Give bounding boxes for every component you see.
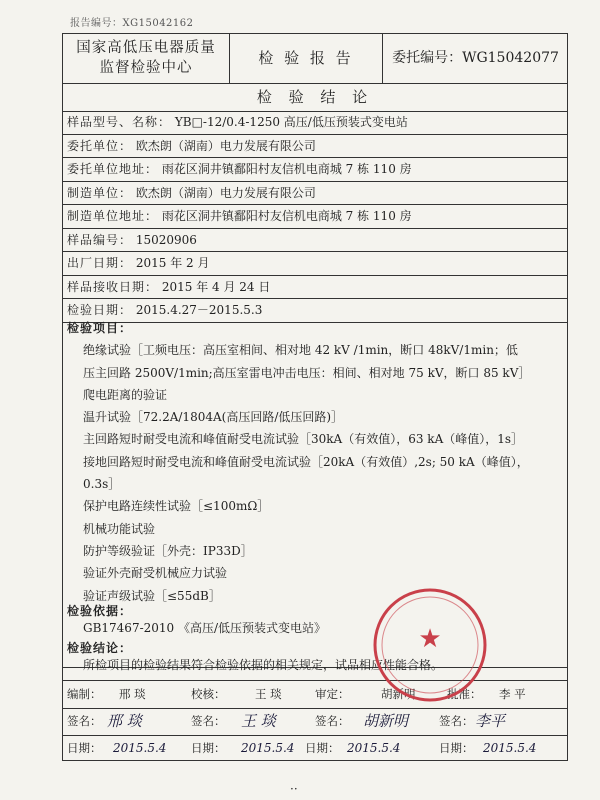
date-2: 2015.5.4 bbox=[241, 741, 295, 755]
field-label: 样品接收日期： bbox=[67, 279, 159, 294]
field-value: 欧杰朗（湖南）电力发展有限公司 bbox=[135, 185, 316, 200]
field-row bbox=[63, 276, 567, 300]
field-row bbox=[63, 111, 567, 135]
field-label: 委托单位： bbox=[67, 138, 133, 153]
test-item: 机械功能试验 bbox=[83, 521, 156, 536]
sign-label-1: 签名： bbox=[67, 714, 102, 728]
org-name bbox=[63, 34, 230, 83]
field-value: 雨花区洞井镇鄱阳村友信机电商城 7 栋 110 房 bbox=[161, 209, 412, 223]
org-name-line1: 国家高低压电器质量 bbox=[76, 40, 216, 56]
test-item: 接地回路短时耐受电流和峰值耐受电流试验［20kA（有效值）,2s; 50 kA（峰值）， bbox=[83, 454, 529, 469]
section-title: 检 验 结 论 bbox=[63, 83, 567, 112]
compiled-label: 编制： bbox=[67, 687, 102, 701]
date-3: 2015.5.4 bbox=[347, 741, 401, 755]
signature-2: 王 琰 bbox=[241, 712, 276, 730]
entrust-label: 委托编号： bbox=[392, 50, 463, 66]
test-item: 0.3s］ bbox=[83, 477, 121, 492]
conclusion-title: 检验结论： bbox=[67, 641, 133, 655]
test-item: 验证声级试验［≤55dB］ bbox=[83, 588, 221, 603]
doc-type: 检 验 报 告 bbox=[230, 34, 383, 83]
sign-label-4: 签名： bbox=[439, 714, 474, 728]
field-row bbox=[63, 182, 567, 206]
test-item: 压主回路 2500V/1min;高压室雷电冲击电压：相间、相对地 75 kV，断口 85 kV］ bbox=[83, 365, 531, 380]
date-label-2: 日期： bbox=[191, 741, 226, 755]
field-value: 2015 年 2 月 bbox=[135, 256, 210, 270]
field-row bbox=[63, 158, 567, 182]
test-item: 验证外壳耐受机械应力试验 bbox=[83, 566, 228, 581]
test-item: 温升试验［72.2A/1804A(高压回路/低压回路)］ bbox=[83, 410, 344, 425]
test-item: 爬电距离的验证 bbox=[83, 387, 168, 402]
items-title: 检验项目： bbox=[67, 321, 133, 335]
report-number-top: 报告编号：XG15042162 bbox=[70, 18, 194, 29]
field-value: 欧杰朗（湖南）电力发展有限公司 bbox=[135, 138, 316, 153]
seal-star: ★ bbox=[418, 624, 442, 654]
report-header bbox=[63, 34, 567, 84]
field-value: YB□-12/0.4-1250 高压/低压预装式变电站 bbox=[174, 115, 408, 129]
field-label: 样品编号： bbox=[67, 232, 133, 247]
test-item: 绝缘试验［工频电压：高压室相间、相对地 42 kV /1min，断口 48kV/1min；低 bbox=[83, 343, 518, 358]
basis-text: GB17467-2010 《高压/低压预装式变电站》 bbox=[83, 620, 327, 635]
field-label: 样品型号、名称： bbox=[67, 115, 172, 129]
field-label: 检验日期： bbox=[67, 303, 133, 317]
field-row bbox=[63, 252, 567, 276]
info-fields bbox=[63, 111, 567, 323]
field-value: 15020906 bbox=[135, 232, 197, 247]
test-item: 保护电路连续性试验［≤100mΩ］ bbox=[83, 499, 270, 514]
reviewed-name: 胡新明 bbox=[381, 687, 416, 701]
footer-mark: ·· bbox=[290, 782, 298, 796]
field-label: 制造单位： bbox=[67, 185, 133, 200]
signature-row bbox=[63, 708, 567, 736]
signature-4: 李平 bbox=[475, 712, 506, 730]
signature-1: 邢 琰 bbox=[107, 712, 142, 730]
compiled-name: 邢 琰 bbox=[119, 687, 146, 701]
checked-label: 校核： bbox=[191, 687, 226, 701]
test-item: 防护等级验证［外壳：IP33D］ bbox=[83, 543, 253, 558]
entrust-number bbox=[382, 34, 569, 83]
date-label-4: 日期： bbox=[439, 741, 474, 755]
field-label: 出厂日期： bbox=[67, 256, 133, 270]
signoff-roles-row bbox=[63, 681, 567, 709]
field-label: 委托单位地址： bbox=[67, 162, 159, 176]
date-4: 2015.5.4 bbox=[483, 741, 537, 755]
field-row bbox=[63, 205, 567, 229]
date-1: 2015.5.4 bbox=[113, 741, 167, 755]
field-value: 2015 年 4 月 24 日 bbox=[161, 279, 271, 294]
org-name-line2: 监督检验中心 bbox=[99, 60, 193, 76]
approved-label: 批准： bbox=[447, 687, 482, 701]
basis-title: 检验依据： bbox=[67, 603, 133, 618]
test-item: 主回路短时耐受电流和峰值耐受电流试验［30kA（有效值），63 kA（峰值），1s］ bbox=[83, 432, 524, 447]
checked-name: 王 琰 bbox=[255, 687, 282, 701]
field-row bbox=[63, 229, 567, 253]
field-value: 雨花区洞井镇鄱阳村友信机电商城 7 栋 110 房 bbox=[161, 162, 412, 176]
sign-label-2: 签名： bbox=[191, 714, 226, 728]
date-label-1: 日期： bbox=[67, 741, 102, 755]
field-label: 制造单位地址： bbox=[67, 209, 159, 223]
sign-label-3: 签名： bbox=[315, 714, 350, 728]
date-row bbox=[63, 735, 567, 762]
conclusion-text: 所检项目的检验结果符合检验依据的相关规定，试品相应性能合格。 bbox=[83, 658, 444, 672]
official-seal bbox=[370, 585, 490, 705]
date-label-3: 日期： bbox=[305, 741, 340, 755]
reviewed-label: 审定： bbox=[315, 687, 350, 701]
entrust-value: WG15042077 bbox=[462, 50, 559, 66]
report-frame bbox=[62, 33, 568, 761]
signoff-table bbox=[63, 680, 567, 763]
field-value: 2015.4.27－2015.5.3 bbox=[135, 303, 263, 317]
approved-name: 李 平 bbox=[499, 687, 526, 701]
signature-3: 胡新明 bbox=[363, 712, 409, 730]
field-row bbox=[63, 135, 567, 159]
